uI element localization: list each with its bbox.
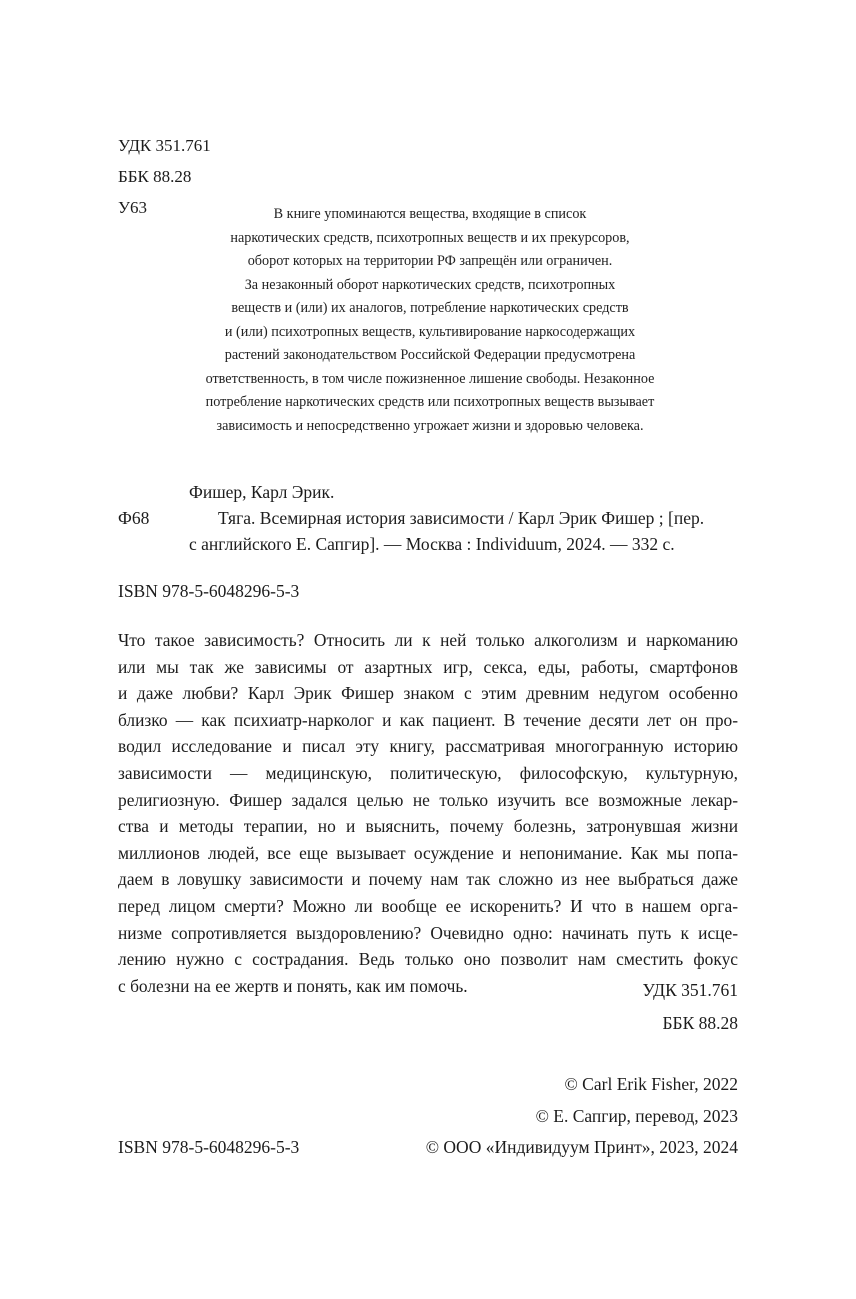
author-sign: У63: [118, 198, 148, 217]
annotation-line: или мы так же зависимы от азартных игр, секса, еды, работы, смартфонов: [118, 656, 738, 677]
warning-line: оборот которых на территории РФ запрещён или ограничен.: [247, 253, 613, 269]
catalog-author: Фишер, Карл Эрик.: [189, 482, 335, 502]
annotation-line: религиозную. Фишер задался целью не только изучить все возможные лекар-: [118, 789, 738, 810]
bbk-code: ББК 88.28: [118, 167, 192, 186]
annotation-line: зависимости — медицинскую, политическую, философскую, культурную,: [118, 762, 738, 783]
catalog-isbn: ISBN 978-5-6048296-5-3: [118, 581, 300, 601]
annotation-line: и даже любви? Карл Эрик Фишер знаком с этим древним недугом особенно: [118, 683, 738, 704]
annotation-bbk: ББК 88.28: [662, 1013, 738, 1033]
annotation-line: даем в ловушку зависимости и почему нам так сложно из нее выбраться даже: [118, 869, 738, 890]
warning-line: В книге упоминаются вещества, входящие в список: [273, 206, 587, 222]
annotation-line: Что такое зависимость? Относить ли к ней только алкоголизм и наркоманию: [118, 630, 738, 650]
annotation-line: близко — как психиатр-нарколог и как пациент. В течение десяти лет он про-: [118, 709, 738, 730]
warning-line: потребление наркотических средств или психотропных веществ вызывает: [205, 394, 655, 410]
copyright-author: © Carl Erik Fisher, 2022: [564, 1074, 738, 1094]
annotation-line: ства и методы терапии, но и выяснить, почему болезнь, затронувшая жизни: [118, 816, 738, 837]
annotation-udk: УДК 351.761: [642, 980, 738, 1000]
annotation-line: лению нужно с сострадания. Ведь только оно позволит нам сместить фокус: [118, 949, 738, 970]
annotation-line: с болезни на ее жертв и понять, как им помочь.: [118, 975, 468, 996]
catalog-sign: Ф68: [118, 508, 150, 528]
legal-warning: [160, 203, 700, 438]
warning-line: зависимость и непосредственно угрожает жизни и здоровью человека.: [216, 417, 644, 434]
warning-line: веществ и (или) их аналогов, потребление наркотических средств: [231, 300, 629, 316]
warning-line: ответственность, в том числе пожизненное лишение свободы. Незаконное: [205, 370, 655, 387]
catalog-title-line2: с английского Е. Сапгир]. — Москва : Individuum, 2024. — 332 с.: [189, 534, 675, 554]
warning-line: За незаконный оборот наркотических средств, психотропных: [244, 276, 616, 293]
copyright-translation: © Е. Сапгир, перевод, 2023: [535, 1106, 738, 1126]
warning-line: наркотических средств, психотропных веществ и их прекурсоров,: [230, 229, 630, 246]
warning-line: и (или) психотропных веществ, культивирование наркосодержащих: [224, 323, 636, 340]
annotation-paragraph: [118, 627, 738, 999]
annotation-line: перед лицом смерти? Можно ли вообще ее искоренить? И что в нашем орга-: [118, 895, 738, 916]
footer-isbn: ISBN 978-5-6048296-5-3: [118, 1137, 300, 1157]
copyright-publisher: © ООО «Индивидуум Принт», 2023, 2024: [425, 1137, 738, 1157]
annotation-line: водил исследование и писал эту книгу, рассматривая многогранную историю: [118, 736, 738, 757]
warning-line: растений законодательством Российской Федерации предусмотрена: [224, 347, 636, 363]
annotation-line: миллионов людей, все еще вызывает осуждение и непонимание. Как мы попа-: [118, 842, 738, 863]
catalog-title-line1: Тяга. Всемирная история зависимости / Карл Эрик Фишер ; [пер.: [218, 508, 705, 528]
annotation-line: низме сопротивляется выздоровлению? Очевидно одно: начинать путь к исце-: [118, 922, 738, 943]
udk-code: УДК 351.761: [118, 136, 211, 155]
